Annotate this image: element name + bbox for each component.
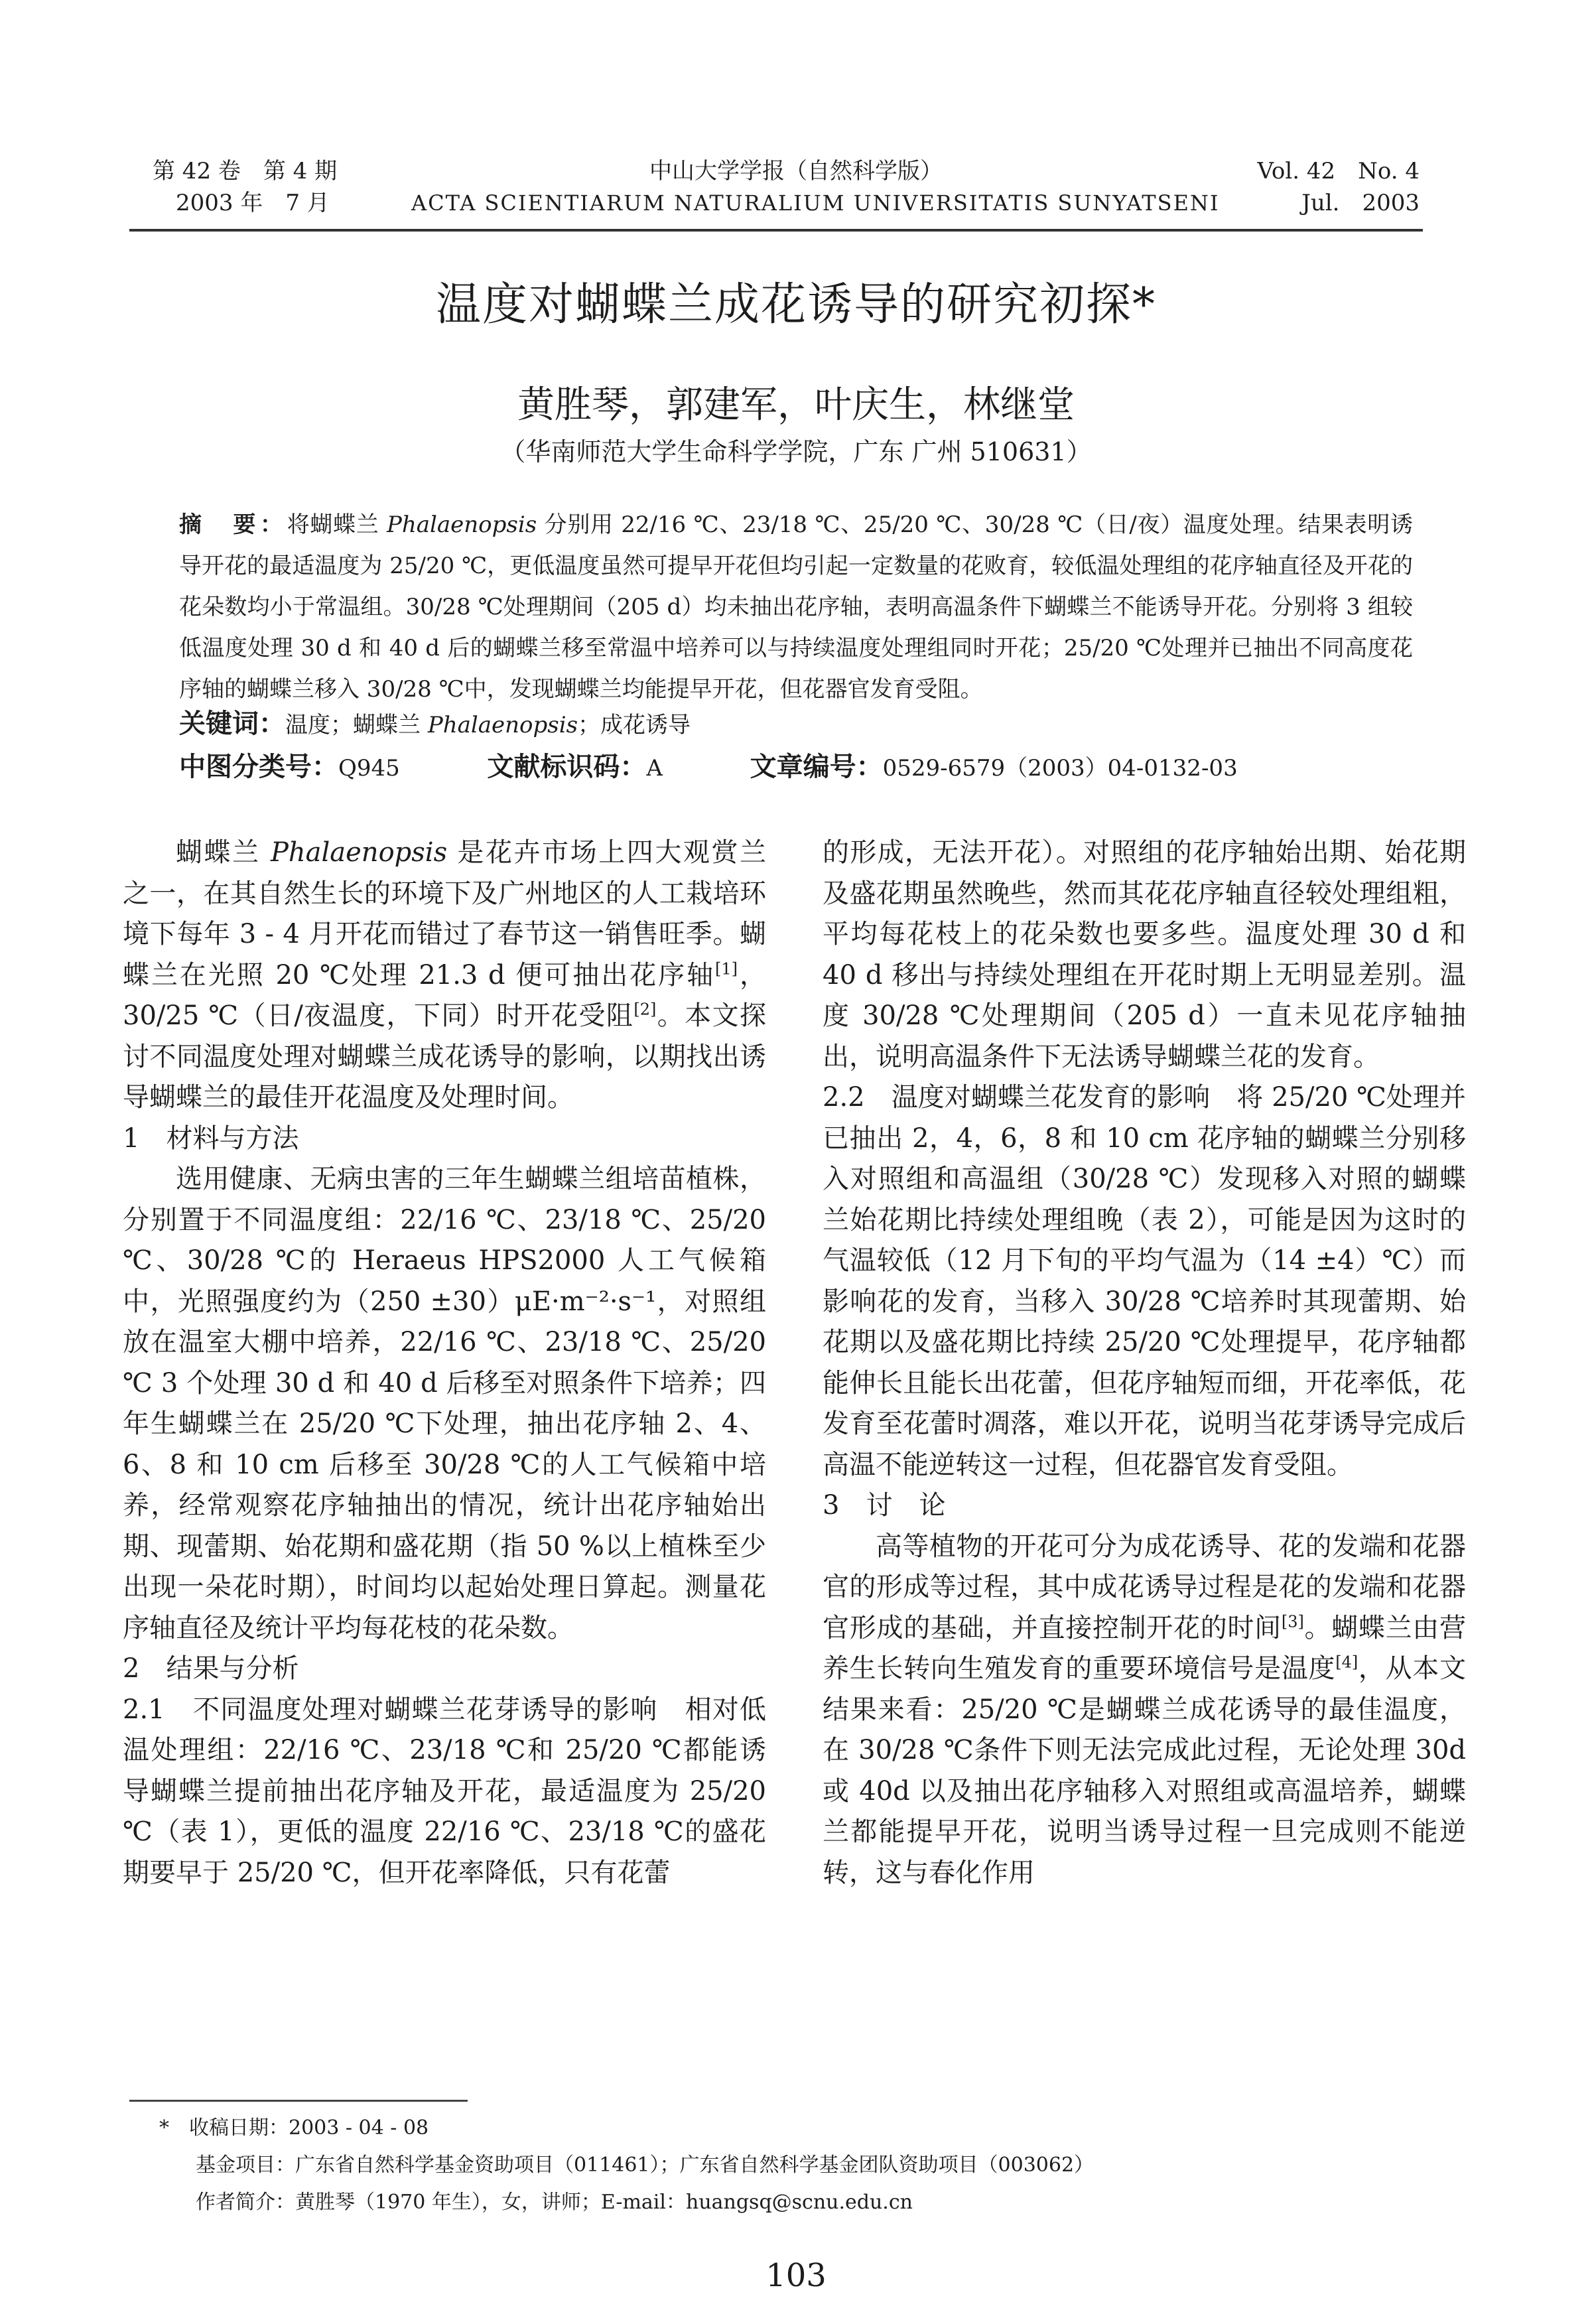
keywords-text-1: 温度；蝴蝶兰: [285, 712, 428, 738]
intro-text-2: 是花卉市场上四大观赏兰之一，在其自然生长的环境下及广州地区的人工栽培环境下每年 3 - 4 月开花而错过了春节这一销售旺季。蝴蝶兰在光照 20 ℃处理 21.3 d 便可抽出花序轴: [123, 837, 766, 991]
abstract: [179, 504, 1413, 710]
footnotes: [159, 2110, 1406, 2221]
section-3-heading: 3 讨 论: [823, 1490, 946, 1521]
intro-text-3: ，30/25 ℃（日/夜温度，下同）时开花受阻: [123, 959, 767, 1031]
body-right-column: [823, 833, 1466, 1893]
abstract-label: 摘 要：: [179, 512, 287, 538]
section-2-2-paragraph: [823, 1077, 1466, 1485]
discussion-paragraph: [823, 1527, 1466, 1894]
header-date-cn: 2003 年 7 月: [176, 190, 330, 216]
intro-text-4: 。本文探讨不同温度处理对蝴蝶兰成花诱导的影响，以期找出诱导蝴蝶兰的最佳开花温度及处理时间。: [123, 1000, 767, 1113]
clc-label: 中图分类号：: [179, 751, 338, 782]
classification-line: [179, 748, 1238, 787]
abstract-text-1: 将蝴蝶兰: [287, 512, 387, 538]
discussion-text-3: ，从本文结果来看：25/20 ℃是蝴蝶兰成花诱导的最佳温度，在 30/28 ℃条件下则无法完成此过程，无论处理 30d 或 40d 以及抽出花序轴移入对照组或高温培养，蝴蝶兰都能提早开花，说明当诱导过程一旦完成则不能逆转，这与春化作用: [823, 1653, 1467, 1888]
footnote-received-date: * 收稿日期：2003 - 04 - 08: [159, 2116, 429, 2140]
keywords-text-2: ；成花诱导: [578, 712, 691, 738]
article-title: 温度对蝴蝶兰成花诱导的研究初探*: [435, 279, 1156, 331]
methods-paragraph: 选用健康、无病虫害的三年生蝴蝶兰组培苗植株，分别置于不同温度组：22/16 ℃、23/18 ℃、25/20 ℃、30/28 ℃的 Heraeus HPS2000 人工气候箱中，光照强度约为（250 ±30）μE·m⁻²·s⁻¹，对照组放在温室大棚中培养，22/16 ℃、23/18 ℃、25/20 ℃ 3 个处理 30 d 和 40 d 后移至对照条件下培养；四年生蝴蝶兰在 25/20 ℃下处理，抽出花序轴 2、4、6、8 和 10 cm 后移至 30/28 ℃的人工气候箱中培养，经常观察花序轴抽出的情况，统计出花序轴始出期、现蕾期、始花期和盛花期（指 50 %以上植株至少出现一朵花时期），时间均以起始处理日算起。测量花序轴直径及统计平均每花枝的花朵数。: [123, 1164, 766, 1643]
page-number: 103: [765, 2257, 827, 2294]
abstract-taxon: Phalaenopsis: [386, 512, 537, 538]
doc-code-value: A: [646, 755, 663, 782]
intro-paragraph: [123, 833, 766, 1119]
article-affiliation: （华南师范大学生命科学学院，广东 广州 510631）: [500, 437, 1092, 466]
abstract-text-2: 分别用 22/16 ℃、23/18 ℃、25/20 ℃、30/28 ℃（日/夜）温度处理。结果表明诱导开花的最适温度为 25/20 ℃，更低温度虽然可提早开花但均引起一定数量的花败育，较低温处理组的花序轴直径及开花的花朵数均小于常温组。30/28 ℃处理期间（205 d）均未抽出花序轴，表明高温条件下蝴蝶兰不能诱导开花。分别将 3 组较低温度处理 30 d 和 40 d 后的蝴蝶兰移至常温中培养可以与持续温度处理组同时开花；25/20 ℃处理并已抽出不同高度花序轴的蝴蝶兰移入 30/28 ℃中，发现蝴蝶兰均能提早开花，但花器官发育受阻。: [179, 512, 1413, 703]
footnote-fund: 基金项目：广东省自然科学基金资助项目（011461）；广东省自然科学基金团队资助项目（003062）: [196, 2153, 1094, 2177]
article-authors: 黄胜琴，郭建军，叶庆生，林继堂: [517, 383, 1075, 427]
section-1-heading: 1 材料与方法: [123, 1123, 299, 1154]
citation-3: [3]: [1281, 1612, 1304, 1631]
footnote-rule: [129, 2100, 468, 2102]
doc-code-label: 文献标识码：: [487, 751, 647, 782]
discussion-text-1: 高等植物的开花可分为成花诱导、花的发端和花器官的形成等过程，其中成花诱导过程是花的发端和花器官形成的基础，并直接控制开花的时间: [823, 1531, 1466, 1643]
section-2-1-heading: 2.1 不同温度处理对蝴蝶兰花芽诱导的影响: [123, 1694, 658, 1725]
body-left-column: [123, 833, 766, 1893]
header-journal-en: ACTA SCIENTIARUM NATURALIUM UNIVERSITATIS SUNYATSENI: [411, 190, 1220, 216]
article-number-value: 0529-6579（2003）04-0132-03: [882, 755, 1238, 782]
discussion-text-2: 。蝴蝶兰由营养生长转向生殖发育的重要环境信号是温度: [823, 1612, 1467, 1684]
header-rule: [129, 229, 1423, 232]
keywords-label: 关键词：: [179, 708, 285, 739]
header-date-en: Jul. 2003: [1301, 190, 1420, 216]
citation-2: [2]: [633, 1000, 657, 1019]
header-journal-cn: 中山大学学报（自然科学版）: [649, 158, 943, 184]
section-2-2-heading: 2.2 温度对蝴蝶兰花发育的影响: [823, 1082, 1211, 1113]
citation-1: [1]: [715, 959, 738, 979]
section-2-heading: 2 结果与分析: [123, 1653, 299, 1684]
header-volume-issue-en: Vol. 42 No. 4: [1257, 158, 1420, 184]
clc-value: Q945: [338, 755, 400, 782]
section-2-2-text: 将 25/20 ℃处理并已抽出 2，4，6，8 和 10 cm 花序轴的蝴蝶兰分别移入对照组和高温组（30/28 ℃）发现移入对照的蝴蝶兰始花期比持续处理组晚（表 2），可能是因为这时的气温较低（12 月下旬的平均气温为（14 ±4）℃）而影响花的发育，当移入 30/28 ℃培养时其现蕾期、始花期以及盛花期比持续 25/20 ℃处理提早，花序轴都能伸长且能长出花蕾，但花序轴短而细，开花率低，花发育至花蕾时凋落，难以开花，说明当花芽诱导完成后高温不能逆转这一过程，但花器官发育受阻。: [823, 1082, 1466, 1480]
keywords: [179, 705, 691, 744]
citation-4: [4]: [1335, 1653, 1359, 1672]
intro-text-1: 蝴蝶兰: [176, 837, 271, 868]
header-volume-issue-cn: 第 42 卷 第 4 期: [153, 158, 338, 184]
article-number-label: 文章编号：: [750, 751, 883, 782]
section-2-1-paragraph: [123, 1690, 766, 1894]
intro-taxon: Phalaenopsis: [270, 837, 448, 868]
section-2-1-text: 相对低温处理组：22/16 ℃、23/18 ℃和 25/20 ℃都能诱导蝴蝶兰提前抽出花序轴及开花，最适温度为 25/20 ℃（表 1），更低的温度 22/16 ℃、23/18 ℃的盛花期要早于 25/20 ℃，但开花率降低，只有花蕾: [123, 1694, 767, 1888]
footnote-author-bio: 作者简介：黄胜琴（1970 年生），女，讲师；E-mail：huangsq@scnu.edu.cn: [196, 2191, 913, 2214]
results-continued-paragraph: 的形成，无法开花）。对照组的花序轴始出期、始花期及盛花期虽然晚些，然而其花花序轴直径较处理组粗，平均每花枝上的花朵数也要多些。温度处理 30 d 和 40 d 移出与持续处理组在开花时期上无明显差别。温度 30/28 ℃处理期间（205 d）一直未见花序轴抽出，说明高温条件下无法诱导蝴蝶兰花的发育。: [823, 837, 1466, 1072]
keywords-taxon: Phalaenopsis: [427, 712, 578, 738]
